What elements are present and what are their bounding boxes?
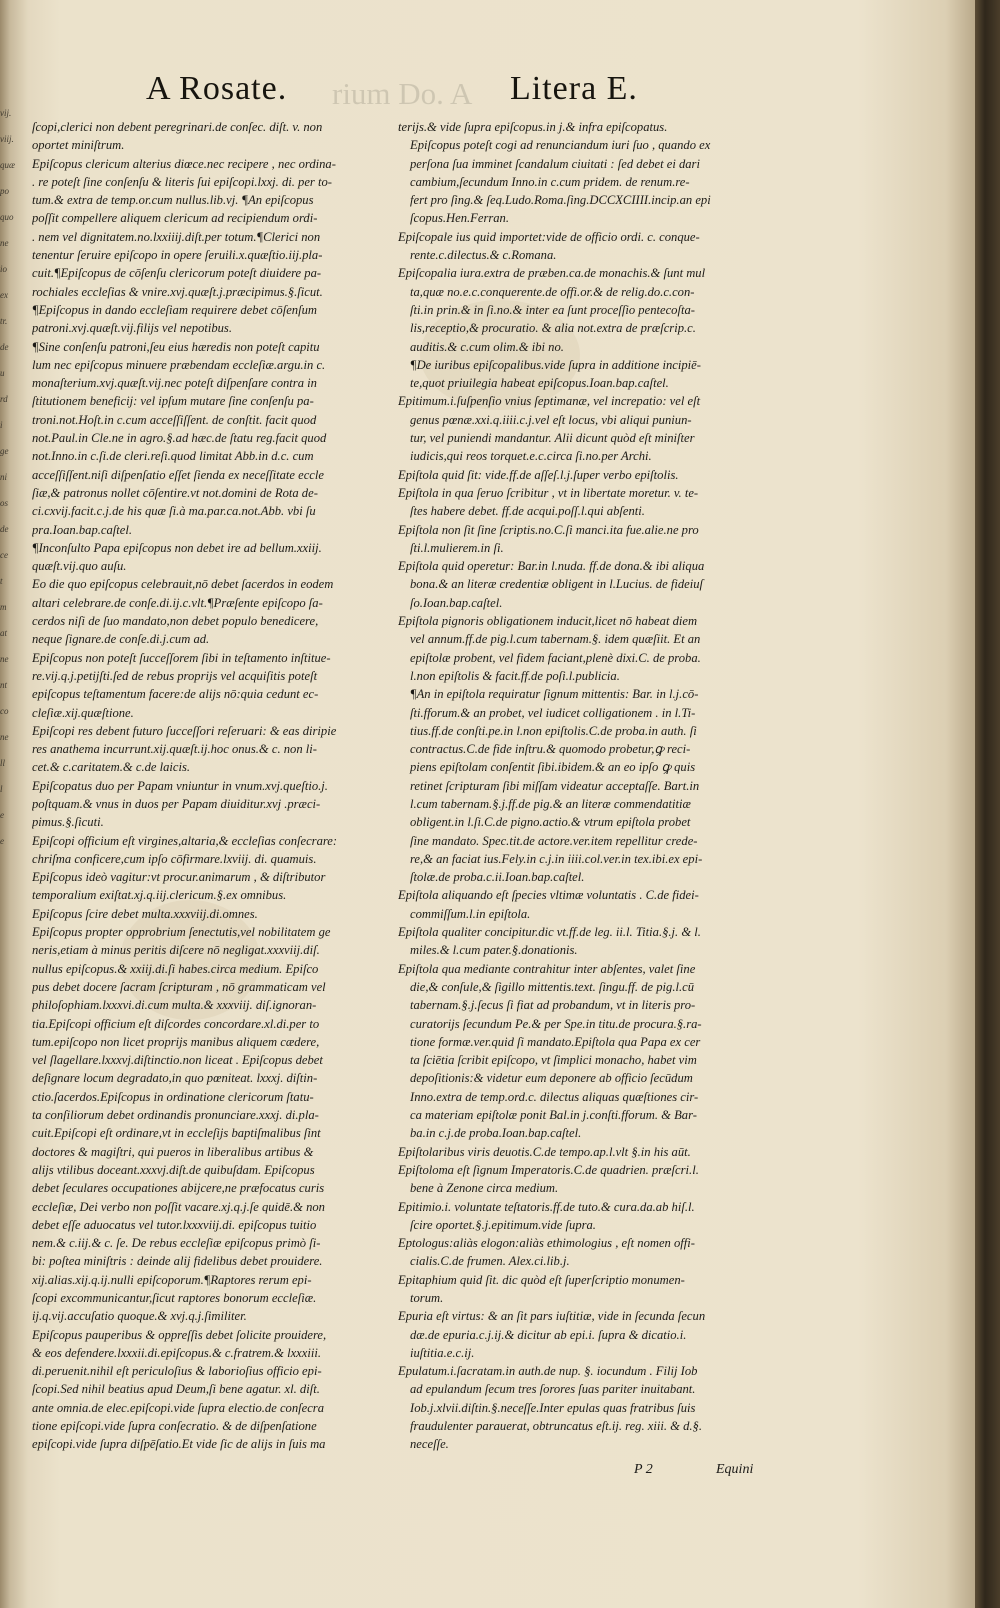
text-line: debet eſſe aduocatus vel tutor.lxxxviij.di. epiſcopus tuitio	[32, 1217, 317, 1232]
text-line: nem.& c.iij.& c. ſe. De rebus eccleſiæ epiſcopus primò ſi-	[32, 1236, 321, 1251]
entry-start-line: Epiſtola qua mediante contrahitur inter abſentes, valet ſine	[398, 961, 696, 976]
text-line: ¶An in epiſtola requiratur ſignum mittentis: Bar. in l.j.cō-	[410, 687, 699, 702]
margin-fragment: ce	[0, 550, 8, 560]
text-line: l.cum tabernam.§.j.ff.de pig.& an literæ commendatitiæ	[410, 796, 691, 811]
text-line: ta ſciētia ſcribit epiſcopo, vt ſimplici monacho, habet vim	[410, 1053, 697, 1068]
text-line: bona.& an literæ credentiæ obligent in l.Lucius. de fideiuſ	[410, 577, 704, 592]
text-line: ca materiam epiſtolæ ponit Bal.in j.conſti.fforum. & Bar-	[410, 1108, 697, 1123]
text-line: die,& conſule,& ſigillo mittentis.text. ſingu.ff. de pig.l.cū	[410, 979, 695, 994]
text-line: tione epiſcopi.vide ſupra conſecratio. & de diſpenſatione	[32, 1419, 317, 1434]
text-line: ¶Sine conſenſu patroni,ſeu eius hæredis non poteſt capitu	[32, 339, 320, 354]
text-line: ſcopi.Sed nihil beatius apud Deum,ſi bene agatur. xl. diſt.	[32, 1382, 320, 1397]
text-line: Epiſcopus poteſt cogi ad renunciandum iuri ſuo , quando ex	[410, 138, 711, 153]
text-line: perſona ſua imminet ſcandalum ciuitati : ſed debet ei dari	[410, 156, 700, 171]
margin-fragment: viij.	[0, 134, 14, 144]
right-column	[398, 118, 790, 1454]
text-line: dæ.de epuria.c.j.ij.& dicitur ab epi.i. ſupra & dicatio.i.	[410, 1327, 687, 1342]
margin-fragment: vij.	[0, 108, 12, 118]
text-line: ſcopi excommunicantur,ſicut raptores bonorum eccleſiæ.	[32, 1291, 317, 1305]
text-line: vel ſlagellare.lxxxvj.diſtinctio.non liceat . Epiſcopus debet	[32, 1053, 323, 1068]
text-line: ¶Inconſulto Papa epiſcopus non debet ire ad bellum.xxiij.	[32, 540, 322, 555]
text-line: ante omnia.de elec.epiſcopi.vide ſupra electio.de conſecra	[32, 1400, 324, 1415]
text-line: Epiſcopus clericum alterius diœce.nec recipere , nec ordina-	[32, 156, 336, 171]
margin-fragment: at	[0, 628, 8, 638]
text-line: Iob.j.xlvii.diſtin.§.neceſſe.Inter epulas quas fratribus ſuis	[410, 1400, 696, 1415]
text-line: ¶De iuribus epiſcopalibus.vide ſupra in additione incipiē-	[410, 357, 701, 372]
text-line: oportet miniſtrum.	[32, 138, 125, 153]
text-line: neque ſignare.de conſe.di.j.cum ad.	[32, 632, 210, 647]
text-line: poſſit compellere aliquem clericum ad recipiendum ordi-	[32, 211, 318, 226]
entry-start-line: Epiſtola pignoris obligationem inducit,licet nō habeat diem	[398, 614, 698, 629]
text-line: Inno.extra de temp.ord.c. dilectus aliquas quæſtiones cir-	[410, 1089, 699, 1104]
text-line: ſtitutionem beneficij: vel ipſum mutare ſine conſenſu pa-	[32, 394, 314, 409]
text-line: quæſt.vij.quo auſu.	[32, 559, 127, 574]
text-line: ſcopus.Hen.Ferran.	[410, 211, 509, 226]
entry-start-line: Eptologus:aliàs elogon:aliàs ethimologius , eſt nomen offi-	[398, 1236, 695, 1251]
entry-start-line: Epitimio.i. voluntate teſtatoris.ff.de tuto.& cura.da.ab hiſ.l.	[398, 1199, 695, 1214]
text-line: Epiſcopatus duo per Papam vniuntur in vnum.xvj.queſtio.j.	[32, 778, 328, 793]
margin-fragment: os	[0, 498, 9, 508]
text-line: Epiſcopus propter opprobrium ſenectutis,vel nobilitatem ge	[32, 925, 331, 940]
text-line: temporalium exiſtat.xj.q.iij.clericum.§.ex omnibus.	[32, 888, 287, 903]
text-line: contractus.C.de fide inſtru.& quomodo probetur,ꝙ reci-	[410, 742, 691, 757]
margin-fragment: ge	[0, 446, 9, 456]
text-line: re.vij.q.j.petijſti.ſed de rebus proprijs vel acquiſitis poteſt	[32, 668, 318, 683]
text-line: vel annum.ff.de pig.l.cum tabernam.§. idem quæſiit. Et an	[410, 632, 701, 647]
text-line: bene à Zenone circa medium.	[410, 1181, 559, 1196]
text-line: poſtquam.& vnus in duos per Papam diuiditur.xvj .præci-	[32, 796, 321, 811]
text-line: monaſterium.xvj.quæſt.vij.nec poteſt diſpenſare contra in	[32, 376, 317, 391]
margin-fragment: rd	[0, 394, 8, 404]
text-line: pus debet docere ſacram ſcripturam , nō grammaticam vel	[32, 979, 326, 994]
text-line: alijs vtilibus doceant.xxxvj.diſt.de quibuſdam. Epiſcopus	[32, 1162, 315, 1177]
text-line: cambium,ſecundum Inno.in c.cum pridem. de renum.re-	[410, 174, 690, 189]
text-line: . nem vel dignitatem.no.lxxiiij.diſt.per totum.¶Clerici non	[32, 229, 321, 244]
margin-fragment: quæ	[0, 160, 16, 170]
text-line: chriſma conficere,cum ipſo cōfirmare.lxviij. di. quamuis.	[32, 851, 317, 866]
entry-start-line: Epiſtola in qua ſeruo ſcribitur , vt in libertate moretur. v. te-	[398, 485, 699, 500]
text-line: neceſſe.	[410, 1437, 449, 1452]
margin-fragment: po	[0, 186, 9, 196]
text-line: & eos defendere.lxxxii.di.epiſcopus.& c.fratrem.& lxxxiii.	[32, 1345, 321, 1360]
signature-mark: P 2	[634, 1462, 653, 1477]
entry-start-line: Epiſtola non ſit ſine ſcriptis.no.C.ſi manci.ita fue.alie.ne pro	[398, 522, 699, 537]
text-line: lis,receptio,& procuratio. & alia not.extra de præſcrip.c.	[410, 321, 696, 336]
text-line: ¶Epiſcopus in dando eccleſiam requirere debet cōſenſum	[32, 302, 317, 317]
text-line: ſtes habere debet. ff.de acqui.poſſ.l.qui abſenti.	[410, 504, 645, 519]
text-line: ſo.Ioan.bap.caſtel.	[410, 595, 503, 610]
text-line: Epiſcopi res debent futuro ſucceſſori reſeruari: & eas diripie	[32, 723, 337, 738]
text-line: ad epulandum ſecum tres ſorores ſuas pariter inuitabant.	[410, 1382, 696, 1397]
text-line: ba.in c.j.de proba.Ioan.bap.caſtel.	[410, 1126, 582, 1141]
text-line: ſti.l.mulierem.in ſi.	[410, 540, 504, 555]
text-line: cerdos niſi de ſuo mandato,non debet populo benedicere,	[32, 614, 319, 629]
margin-fragment: e	[0, 836, 4, 846]
margin-fragment: l	[0, 784, 3, 794]
margin-fragment: co	[0, 706, 9, 716]
text-line: debet ſeculares occupationes abijcere,ne præfocatus curis	[32, 1181, 325, 1196]
text-line: ſti.in prin.& in ſi.no.& inter ea ſunt proceſſio pentecoſta-	[410, 302, 695, 317]
text-line: piens epiſtolam conſentit ſibi.ibidem.& an eo ipſo ꝙ quis	[410, 760, 696, 775]
margin-fragment: nt	[0, 680, 8, 690]
margin-fragment: ne	[0, 238, 9, 248]
text-line: bi: poſtea miniſtris : deinde alij fidelibus debet prouidere.	[32, 1254, 323, 1269]
entry-start-line: Epiſtola aliquando eſt ſpecies vltimæ voluntatis . C.de fidei-	[398, 888, 699, 903]
text-line: tenentur ſeruire epiſcopo in opere ſeruili.x.quæſtio.iij.pla-	[32, 248, 323, 263]
book-fore-edge	[975, 0, 1000, 1608]
text-line: ta,quæ no.e.c.conquerente.de offi.or.& de relig.do.c.con-	[410, 284, 695, 299]
text-line: rente.c.dilectus.& c.Romana.	[410, 248, 557, 263]
text-line: iudicis,qui reos torquet.e.c.circa ſi.no.per Archi.	[410, 449, 652, 464]
text-line: cuit.¶Epiſcopus de cōſenſu clericorum poteſt diuidere pa-	[32, 266, 322, 281]
entry-start-line: Epiſtola quid operetur: Bar.in l.nuda. ff.de dona.& ibi aliqua	[398, 559, 705, 574]
entry-start-line: Epiſtolaribus viris deuotis.C.de tempo.ap.l.vlt §.in his aūt.	[398, 1144, 691, 1159]
text-line: cet.& c.caritatem.& c.de laicis.	[32, 760, 191, 775]
text-line: fert pro ſing.& ſeq.Ludo.Roma.ſing.DCCXCIIII.incip.an epi	[410, 193, 711, 208]
text-line: torum.	[410, 1291, 444, 1305]
margin-fragment: i	[0, 420, 3, 430]
text-line: Epiſcopus pauperibus & oppreſſis debet ſolicite prouidere,	[32, 1327, 327, 1342]
margin-fragment: de	[0, 524, 9, 534]
text-line: l.non epiſtolis & facit.ff.de poſi.l.publicia.	[410, 668, 620, 683]
margin-fragment: io	[0, 264, 8, 274]
margin-fragment: quo	[0, 212, 14, 222]
entry-start-line: terijs.& vide ſupra epiſcopus.in j.& infra epiſcopatus.	[398, 120, 668, 134]
text-line: tur, vel puniendi mandantur. Alii dicunt quòd eſt miniſter	[410, 431, 695, 446]
text-line: cialis.C.de frumen. Alex.ci.lib.j.	[410, 1254, 570, 1269]
entry-start-line: Epulatum.i.ſacratam.in auth.de nup. §. iocundum . Filij Iob	[398, 1364, 698, 1379]
text-line: curatorijs ſecundum Pe.& per Spe.in titu.de procura.§.ra-	[410, 1016, 702, 1031]
text-line: ſine mandato. Spec.tit.de actore.ver.item repellitur crede-	[410, 833, 698, 848]
text-line: Eo die quo epiſcopus celebrauit,nō debet ſacerdos in eodem	[32, 577, 334, 592]
text-line: neris,etiam à minus peritis diſcere nō negligat.xxxviij.diſ.	[32, 943, 320, 958]
text-line: re,& an faciat ius.Fely.in c.j.in iiii.col.ver.in tex.ibi.ex epi-	[410, 851, 703, 866]
text-line: not.Paul.in Cle.ne in agro.§.ad hæc.de ſtatu reg.facit quod	[32, 431, 327, 446]
margin-fragment: u	[0, 368, 5, 378]
text-line: auditis.& c.cum olim.& ibi no.	[410, 339, 564, 354]
text-line: fraudulenter parauerat, obtruncatus eſt.ij. reg. xiii. & d.§.	[410, 1419, 702, 1434]
text-line: tia.Epiſcopi officium eſt diſcordes concordare.xl.di.per to	[32, 1016, 320, 1031]
margin-fragment: ne	[0, 732, 9, 742]
text-line: tum.& extra de temp.or.cum nullus.lib.vj. ¶An epiſcopus	[32, 193, 314, 208]
text-line: te,quot priuilegia habeat epiſcopus.Ioan.bap.caſtel.	[410, 376, 669, 391]
text-line: commiſſum.l.in epiſtola.	[410, 906, 531, 921]
margin-fragment: ni	[0, 472, 8, 482]
text-line: depoſitionis:& videtur eum deponere ab officio ſecūdum	[410, 1071, 693, 1086]
text-line: eccleſiæ, Dei verbo non poſſit vacare.xj.q.j.ſe quidē.& non	[32, 1199, 325, 1214]
text-line: pra.Ioan.bap.caſtel.	[32, 522, 133, 537]
entry-start-line: Epiſtola quid ſit: vide.ff.de aſſeſ.l.j.ſuper verbo epiſtolis.	[398, 467, 679, 482]
entry-start-line: Epiſcopale ius quid importet:vide de officio ordi. c. conque-	[398, 229, 700, 244]
text-line: retinet ſcripturam ſibi miſſam videatur acceptaſſe. Bart.in	[410, 778, 700, 793]
text-line: tione formæ.ver.quid ſi mandato.Epiſtola qua Papa ex cer	[410, 1034, 701, 1049]
text-line: epiſtolæ probent, vel fidem faciant,plenè dixi.C. de proba.	[410, 650, 701, 665]
running-head-left: A Rosate.	[146, 70, 288, 107]
text-line: tius.ff.de conſti.pe.in l.non epiſtolis.C.de proba.in auth. ſi	[410, 723, 697, 738]
margin-fragment: m	[0, 602, 7, 612]
text-line: pimus.§.ſicuti.	[32, 815, 104, 830]
text-line: lum nec epiſcopus minuere præbendam eccleſiæ.argu.in c.	[32, 357, 326, 372]
text-line: ſcopi,clerici non debent peregrinari.de conſec. diſt. v. non	[32, 120, 323, 134]
catchword: Equini	[716, 1462, 754, 1477]
margin-fragment: t	[0, 576, 3, 586]
text-line: cuit.Epiſcopi eſt ordinare,vt in eccleſijs baptiſmalibus ſint	[32, 1126, 321, 1141]
text-line: rochiales eccleſias & vnire.xvj.quæſt.j.præcipimus.§.ſicut.	[32, 284, 323, 299]
entry-start-line: Epiſtoloma eſt ſignum Imperatoris.C.de quadrien. præſcri.l.	[398, 1162, 699, 1177]
text-line: Epiſcopi officium eſt virgines,altaria,& eccleſias conſecrare:	[32, 833, 338, 848]
text-line: nullus epiſcopus.& xxiij.di.ſi habes.circa medium. Epiſco	[32, 961, 319, 976]
text-line: ij.q.vij.accuſatio quoque.& xvj.q.j.ſimiliter.	[32, 1309, 247, 1324]
text-line: philoſophiam.lxxxvi.di.cum multa.& xxxviij. diſ.ignoran-	[32, 998, 317, 1013]
text-line: genus pœnæ.xxi.q.iiii.c.j.vel eſt locus, vbi aliqui puniun-	[410, 412, 692, 427]
text-line: tabernam.§.j.ſecus ſi fiat ad probandum, vt in literis pro-	[410, 998, 696, 1013]
margin-fragment: de	[0, 342, 9, 352]
entry-start-line: Epiſcopalia iura.extra de præben.ca.de monachis.& ſunt mul	[398, 266, 706, 281]
text-line: Epiſcopus ſcire debet multa.xxxviij.di.omnes.	[32, 906, 258, 921]
text-line: Epiſcopus ideò vagitur:vt procur.animarum , & diſtributor	[32, 870, 326, 885]
text-line: ci.cxvij.facit.c.j.de his quæ ſi.à ma.par.ca.not.Abb. vbi ſu	[32, 504, 316, 519]
text-line: troni.not.Hoſt.in c.cum acceſſiſſent. de conſtit. facit quod	[32, 412, 317, 427]
text-line: miles.& l.cum pater.§.donationis.	[410, 943, 578, 958]
entry-start-line: Epitimum.i.ſuſpenſio vnius ſeptimanæ, vel increpatio: vel eſt	[398, 394, 701, 409]
text-line: altari celebrare.de conſe.di.ij.c.vlt.¶Præſente epiſcopo ſa-	[32, 595, 323, 610]
bleed-through-text: rium Do. A	[332, 76, 473, 111]
text-line: ſcire oportet.§.j.epitimum.vide ſupra.	[410, 1217, 596, 1232]
text-line: ctio.ſacerdos.Epiſcopus in ordinatione clericorum ſtatu-	[32, 1089, 314, 1104]
text-line: res anathema incurrunt.xij.quæſt.ij.hoc onus.& c. non li-	[32, 742, 317, 757]
text-line: acceſſiſſent.niſi diſpenſatio eſſet ſienda ex neceſſitate eccle	[32, 467, 324, 482]
margin-fragment: tr.	[0, 316, 8, 326]
running-head-right: Litera E.	[510, 70, 638, 107]
text-line: iuſtitia.e.c.ij.	[410, 1345, 475, 1360]
text-line: cleſiæ.xij.quæſtione.	[32, 705, 134, 720]
text-line: doctores & magiſtri, qui pueros in liberalibus artibus &	[32, 1144, 314, 1159]
text-line: not.Inno.in c.ſi.de cleri.reſi.quod limitat Abb.in d.c. cum	[32, 449, 314, 464]
text-line: . re poteſt ſine conſenſu & literis ſui epiſcopi.lxxj. di. per to-	[32, 174, 332, 189]
text-line: deſignare locum degradato,in quo pœniteat. lxxxj. diſtin-	[32, 1071, 318, 1086]
previous-page-margin-fragments	[0, 100, 22, 1600]
text-line: Epiſcopus non poteſt ſucceſſorem ſibi in teſtamento inſtitue-	[32, 650, 331, 665]
text-line: obligent.in l.ſi.C.de pigno.actio.& vtrum epiſtola probet	[410, 815, 691, 830]
text-line: ta conſiliorum debet ordinandis pronunciare.xxxj. di.pla-	[32, 1108, 319, 1123]
margin-fragment: ne	[0, 654, 9, 664]
text-line: epiſcopus teſtamentum facere:de alijs nō:quia cedunt ec-	[32, 687, 319, 702]
margin-fragment: e	[0, 810, 4, 820]
margin-fragment: ex	[0, 290, 8, 300]
margin-fragment: ll	[0, 758, 6, 768]
text-line: ſti.fforum.& an probet, vel iudicet colligationem . in l.Ti-	[410, 705, 696, 720]
text-line: ſtolæ.de proba.c.ii.Ioan.bap.caſtel.	[410, 870, 585, 885]
entry-start-line: Epitaphium quid ſit. dic quòd eſt ſuperſcriptio monumen-	[398, 1272, 685, 1287]
text-line: tum.epiſcopo non licet proprijs manibus aliquem cædere,	[32, 1034, 320, 1049]
entry-start-line: Epuria eſt virtus: & an ſit pars iuſtitiæ, vide in ſecunda ſecun	[398, 1309, 706, 1324]
text-line: patroni.xvj.quæſt.vij.filijs vel nepotibus.	[32, 321, 232, 336]
text-line: epiſcopi.vide ſupra diſpēſatio.Et vide ſic de alijs in ſuis ma	[32, 1437, 326, 1452]
entry-start-line: Epiſtola qualiter concipitur.dic vt.ff.de leg. ii.l. Titia.§.j. & l.	[398, 925, 701, 940]
text-line: di.peruenit.nihil eſt periculoſius & laborioſius officio epi-	[32, 1364, 322, 1379]
text-line: ſiæ,& patronus nollet cōſentire.vt not.domini de Rota de-	[32, 485, 318, 500]
text-line: xij.alias.xij.q.ij.nulli epiſcoporum.¶Raptores rerum epi-	[32, 1272, 312, 1287]
left-column	[32, 118, 382, 1454]
